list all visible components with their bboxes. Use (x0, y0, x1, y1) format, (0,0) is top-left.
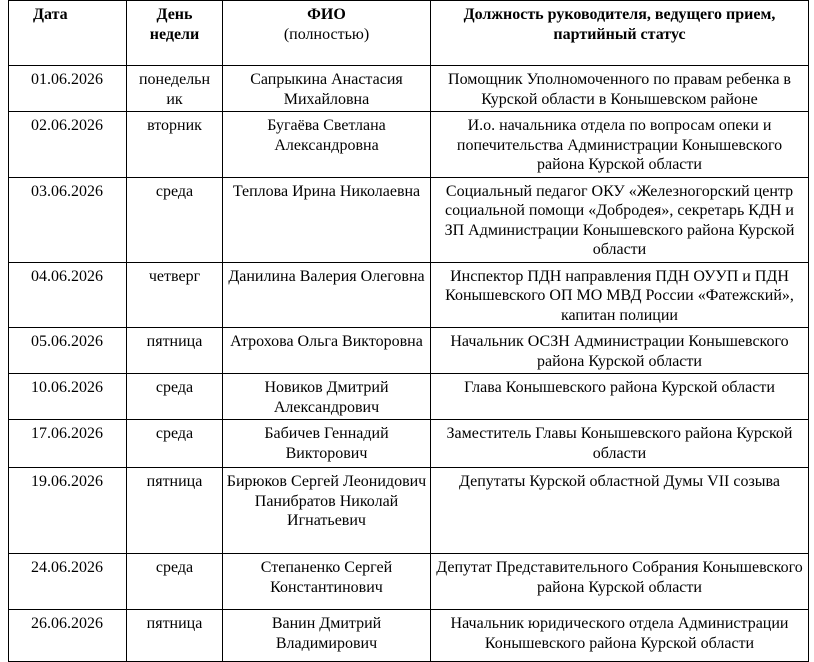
schedule-document (8, 0, 808, 662)
table-body (9, 66, 809, 662)
cell-date: 19.06.2026 (9, 468, 127, 554)
person-name: Панибратов Николай Игнатьевич (254, 492, 399, 529)
header-position-line2: партийный статус (553, 25, 686, 43)
person-name: Сапрыкина Анастасия Михайловна (250, 71, 403, 108)
cell-date: 10.06.2026 (9, 374, 127, 420)
cell-full-name (223, 468, 431, 554)
cell-position: Начальник ОСЗН Администрации Конышевского района Курской области (431, 328, 809, 374)
cell-date: 02.06.2026 (9, 112, 127, 178)
table-row (9, 262, 809, 328)
person-name: Бирюков Сергей Леонидович (226, 473, 427, 490)
cell-full-name (223, 610, 431, 662)
cell-position: Помощник Уполномоченного по правам ребенка в Курской области в Конышевском районе (431, 66, 809, 112)
table-row (9, 610, 809, 662)
table-row (9, 177, 809, 262)
cell-weekday: пятница (127, 328, 223, 374)
header-day (127, 1, 223, 66)
cell-weekday: среда (127, 177, 223, 262)
cell-date: 01.06.2026 (9, 66, 127, 112)
cell-weekday: пятница (127, 610, 223, 662)
header-fio-title: ФИО (307, 6, 346, 23)
cell-date: 04.06.2026 (9, 262, 127, 328)
cell-position: Социальный педагог ОКУ «Железногорский центр социальной помощи «Добродея», секретарь КДН и ЗП Администрации Конышевского района Курской области (431, 177, 809, 262)
cell-full-name (223, 112, 431, 178)
person-name: Новиков Дмитрий Александрович (264, 379, 389, 416)
person-name: Бугаёва Светлана Александровна (267, 117, 386, 154)
header-position-line1: Должность руководителя, ведущего прием, (463, 6, 776, 23)
reception-schedule-table (8, 0, 809, 662)
cell-position: Глава Конышевского района Курской области (431, 374, 809, 420)
cell-weekday: пятница (127, 468, 223, 554)
cell-weekday: среда (127, 374, 223, 420)
person-name: Бабичев Геннадий Викторович (264, 425, 389, 462)
cell-weekday: вторник (127, 112, 223, 178)
cell-full-name (223, 177, 431, 262)
cell-date: 03.06.2026 (9, 177, 127, 262)
cell-full-name (223, 420, 431, 468)
cell-date: 05.06.2026 (9, 328, 127, 374)
cell-full-name (223, 554, 431, 610)
table-row (9, 420, 809, 468)
header-fio (223, 1, 431, 66)
cell-weekday: понедельн ик (127, 66, 223, 112)
person-name: Степаненко Сергей Константинович (260, 559, 393, 596)
table-row (9, 374, 809, 420)
table-row (9, 554, 809, 610)
cell-position: Начальник юридического отдела Администрации Конышевского района Курской области (431, 610, 809, 662)
table-row (9, 468, 809, 554)
person-name: Теплова Ирина Николаевна (232, 182, 421, 200)
header-day-line1: День (156, 6, 193, 23)
table-row (9, 112, 809, 178)
cell-position: Депутат Представительного Собрания Конышевского района Курской области (431, 554, 809, 610)
cell-weekday: среда (127, 554, 223, 610)
cell-full-name (223, 262, 431, 328)
cell-date: 17.06.2026 (9, 420, 127, 468)
cell-date: 24.06.2026 (9, 554, 127, 610)
person-name: Ванин Дмитрий Владимирович (271, 615, 382, 652)
cell-weekday: среда (127, 420, 223, 468)
cell-position: И.о. начальника отдела по вопросам опеки и попечительства Администрации Конышевского района Курской области (431, 112, 809, 178)
header-date: Дата (9, 1, 127, 66)
cell-position: Заместитель Главы Конышевского района Курской области (431, 420, 809, 468)
table-row (9, 328, 809, 374)
cell-date: 26.06.2026 (9, 610, 127, 662)
header-fio-subtitle: (полностью) (283, 25, 370, 43)
person-name: Атрохова Ольга Викторовна (230, 333, 423, 350)
cell-full-name (223, 374, 431, 420)
person-name: Данилина Валерия Олеговна (228, 267, 425, 285)
cell-full-name (223, 328, 431, 374)
cell-position: Депутаты Курской областной Думы VII созыва (431, 468, 809, 554)
table-row (9, 66, 809, 112)
cell-full-name (223, 66, 431, 112)
header-day-line2: недели (149, 25, 200, 43)
header-position (431, 1, 809, 66)
table-header-row (9, 1, 809, 66)
cell-weekday: четверг (127, 262, 223, 328)
cell-position: Инспектор ПДН направления ПДН ОУУП и ПДН Конышевского ОП МО МВД России «Фатежский», капитан полиции (431, 262, 809, 328)
